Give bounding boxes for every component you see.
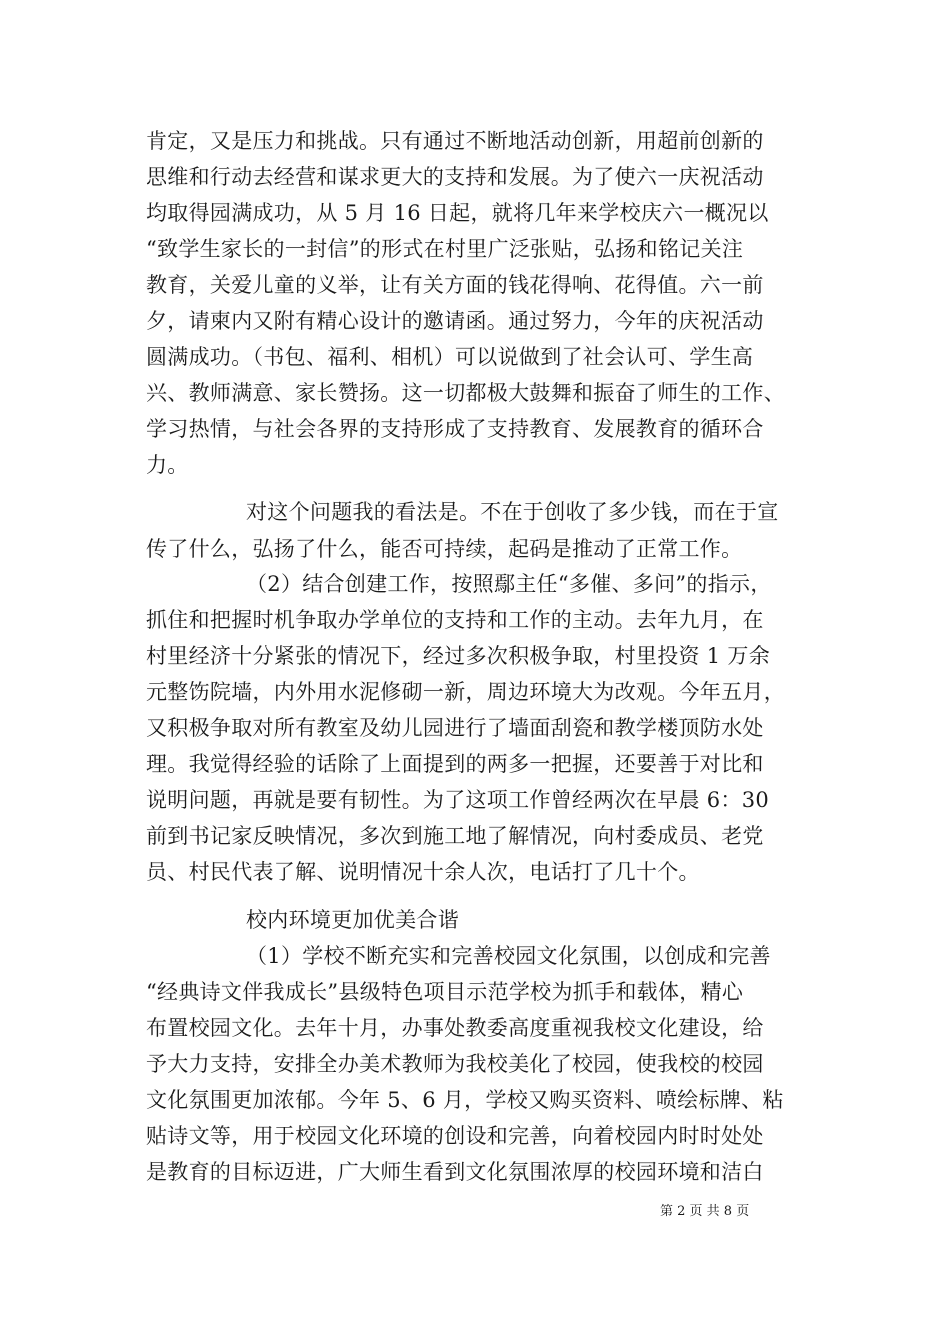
text-line: 校内环境更加优美合谐 (246, 908, 459, 932)
text-line: 村里经济十分紧张的情况下，经过多次积极争取，村里投资 1 万余 (146, 644, 771, 668)
text-line: 文化氛围更加浓郁。今年 5、6 月，学校又购买资料、喷绘标牌、粘 (146, 1088, 784, 1112)
text-line: 贴诗文等，用于校园文化环境的创设和完善，向着校园内时时处处 (146, 1124, 764, 1148)
text-line: 圆满成功。（书包、福利、相机）可以说做到了社会认可、学生高 (146, 345, 754, 369)
text-line: （2）结合创建工作，按照鄢主任“多催、多问”的指示， (246, 572, 772, 596)
text-line: 传了什么，弘扬了什么，能否可持续，起码是推动了正常工作。 (146, 537, 743, 561)
text-line: “经典诗文伴我成长”县级特色项目示范学校为抓手和载体，精心 (146, 980, 744, 1004)
text-line: 元整饬院墙，内外用水泥修砌一新，周边环境大为改观。今年五月， (146, 680, 785, 704)
text-line: 兴、教师满意、家长赞扬。这一切都极大鼓舞和振奋了师生的工作、 (146, 381, 785, 405)
text-line: 力。 (146, 453, 189, 477)
text-line: 理。我觉得经验的话除了上面提到的两多一把握，还要善于对比和 (146, 752, 764, 776)
text-line: 布置校园文化。去年十月，办事处教委高度重视我校文化建设，给 (146, 1016, 764, 1040)
text-line: 思维和行动去经营和谋求更大的支持和发展。为了使六一庆祝活动 (146, 165, 764, 189)
text-line: 均取得园满成功，从 5 月 16 日起，就将几年来学校庆六一概况以 (146, 201, 769, 225)
text-line: 教育，关爱儿童的义举，让有关方面的钱花得响、花得值。六一前 (146, 273, 764, 297)
text-line: 说明问题，再就是要有韧性。为了这项工作曾经两次在早晨 6：30 (146, 788, 770, 812)
text-line: 肯定，又是压力和挑战。只有通过不断地活动创新，用超前创新的 (146, 129, 764, 153)
text-line: 夕，请柬内又附有精心设计的邀请函。通过努力，今年的庆祝活动 (146, 309, 764, 333)
text-line: 予大力支持，安排全办美术教师为我校美化了校园，使我校的校园 (146, 1052, 764, 1076)
page-number: 第 2 页 共 8 页 (660, 1204, 750, 1219)
text-line: 对这个问题我的看法是。不在于创收了多少钱，而在于宣 (246, 500, 779, 524)
text-line: 前到书记家反映情况，多次到施工地了解情况，向村委成员、老党 (146, 824, 764, 848)
text-line: 抓住和把握时机争取办学单位的支持和工作的主动。去年九月，在 (146, 608, 764, 632)
text-line: 又积极争取对所有教室及幼儿园进行了墙面刮瓷和教学楼顶防水处 (146, 716, 764, 740)
text-line: （1）学校不断充实和完善校园文化氛围，以创成和完善 (246, 944, 771, 968)
text-line: 员、村民代表了解、说明情况十余人次，电话打了几十个。 (146, 860, 700, 884)
text-line: “致学生家长的一封信”的形式在村里广泛张贴，弘扬和铭记关注 (146, 237, 744, 261)
text-line: 学习热情，与社会各界的支持形成了支持教育、发展教育的循环合 (146, 417, 764, 441)
text-line: 是教育的目标迈进，广大师生看到文化氛围浓厚的校园环境和洁白 (146, 1160, 764, 1184)
